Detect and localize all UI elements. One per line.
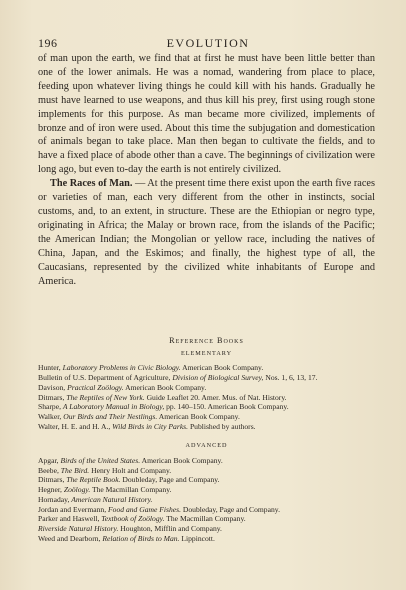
reference-publisher: American Book Company.: [180, 363, 264, 373]
reference-entry: [38, 363, 375, 373]
reference-publisher: Doubleday, Page and Company.: [181, 504, 280, 514]
reference-title: Practical Zoölogy.: [67, 382, 124, 392]
reference-publisher: The Macmillan Company.: [90, 485, 172, 495]
reference-publisher: Guide Leaflet 20. Amer. Mus. of Nat. History.: [144, 392, 287, 402]
reference-entry: [38, 475, 375, 485]
reference-entry: [38, 485, 375, 495]
reference-publisher: American Book Company.: [157, 411, 240, 421]
reference-title: Food and Game Fishes.: [108, 504, 181, 514]
reference-title: Laboratory Problems in Civic Biology.: [62, 363, 181, 373]
reference-publisher: Houghton, Mifflin and Company.: [118, 523, 222, 533]
references-title: Reference Books: [169, 336, 244, 345]
reference-entry: [38, 534, 375, 544]
page-number: 196: [38, 36, 58, 50]
reference-entry: [38, 422, 375, 432]
reference-title: Riverside Natural History.: [38, 523, 119, 533]
paragraph-1: of man upon the earth, we find that at first he must have been little better than one of the lower animals. He was a nomad, wandering from place to place, feeding upon whatever living things he could kill with his hands. Gradually he must have learned to use weapons, and thus kill his prey, first using rough stone implements for this purpose. As man became more civilized, implements of bronze and of iron were used. About this time the subjugation and domestication of animals began to take place. Man then began to cultivate the fields, and to have a fixed place of abode other than a cave. The beginnings of civilization were long ago, but even to-day the earth is not entirely civilized.: [38, 53, 375, 176]
reference-author: Hegner,: [38, 485, 64, 495]
reference-publisher: Henry Holt and Company.: [89, 465, 172, 475]
reference-publisher: Published by authors.: [188, 421, 256, 431]
reference-title: The Bird.: [60, 465, 90, 475]
reference-author: Hunter,: [38, 363, 63, 373]
running-title: EVOLUTION: [166, 36, 250, 50]
reference-author: Jordan and Evermann,: [38, 504, 109, 514]
reference-publisher: American Book Company.: [123, 382, 207, 392]
reference-entry: [38, 505, 375, 515]
reference-title: Our Birds and Their Nestlings.: [63, 411, 158, 421]
reference-entry: [38, 456, 375, 466]
reference-title: Birds of the United States.: [60, 456, 141, 466]
reference-title: The Reptiles of New York.: [66, 392, 145, 402]
reference-author: Hornaday,: [38, 494, 72, 504]
paragraph-2-text: — At the present time there exist upon the earth five races or varieties of man, each very different from the other in instincts, social customs, and, to an extent, in structure. These are the Ethiopian or negro type, originating in Africa; the Malay or brown race, from the islands of the Pacific; the American Indian; the Mongolian or yellow race, including the natives of China, Japan, and the Eskimos; and finally, the highest type of all, the Caucasians, represented by the civilized white inhabitants of Europe and America.: [38, 178, 375, 287]
reference-entry: [38, 466, 375, 476]
elementary-list: [38, 363, 375, 431]
reference-author: Ditmars,: [38, 392, 67, 402]
reference-entry: [38, 373, 375, 383]
reference-author: Walter, H. E. and H. A.,: [38, 421, 113, 431]
reference-author: Sharpe,: [38, 402, 63, 412]
reference-publisher: Doubleday, Page and Company.: [120, 475, 220, 485]
reference-title: Wild Birds in City Parks.: [112, 421, 189, 431]
reference-author: Parker and Haswell,: [38, 514, 102, 524]
body-text: [38, 52, 375, 288]
reference-publisher: American Book Company.: [140, 456, 223, 466]
reference-author: Weed and Dearborn,: [38, 533, 103, 543]
reference-entry: [38, 524, 375, 534]
reference-author: Walker,: [38, 411, 64, 421]
paragraph-heading: The Races of Man.: [50, 178, 133, 190]
reference-entry: [38, 412, 375, 422]
reference-author: Apgar,: [38, 456, 61, 466]
advanced-heading: ADVANCED: [185, 442, 228, 450]
reference-title: Division of Biological Survey,: [172, 373, 264, 383]
reference-title: Relation of Birds to Man.: [102, 533, 180, 543]
reference-author: Davison,: [38, 382, 68, 392]
reference-publisher: The Macmillan Company.: [164, 514, 246, 524]
reference-title: The Reptile Book.: [66, 475, 121, 485]
reference-author: Bulletin of U.S. Department of Agriculture,: [38, 373, 173, 383]
reference-author: Ditmars,: [38, 475, 67, 485]
reference-entry: [38, 393, 375, 403]
advanced-list: [38, 456, 375, 543]
reference-title: Textbook of Zoölogy.: [101, 514, 165, 524]
reference-entry: [38, 495, 375, 505]
reference-publisher: Nos. 1, 6, 13, 17.: [263, 373, 318, 383]
elementary-heading: ELEMENTARY: [180, 349, 233, 357]
reference-author: Beebe,: [38, 465, 61, 475]
paragraph-2: [38, 177, 375, 288]
reference-title: American Natural History.: [71, 494, 153, 504]
reference-books: [38, 336, 375, 543]
reference-publisher: pp. 140–150. American Book Company.: [164, 402, 289, 412]
reference-entry: [38, 383, 375, 393]
reference-entry: [38, 402, 375, 412]
reference-title: A Laboratory Manual in Biology,: [62, 402, 165, 412]
reference-title: Zoölogy.: [63, 485, 91, 495]
reference-entry: [38, 514, 375, 524]
reference-publisher: Lippincott.: [179, 533, 215, 543]
page-header: [38, 36, 378, 50]
